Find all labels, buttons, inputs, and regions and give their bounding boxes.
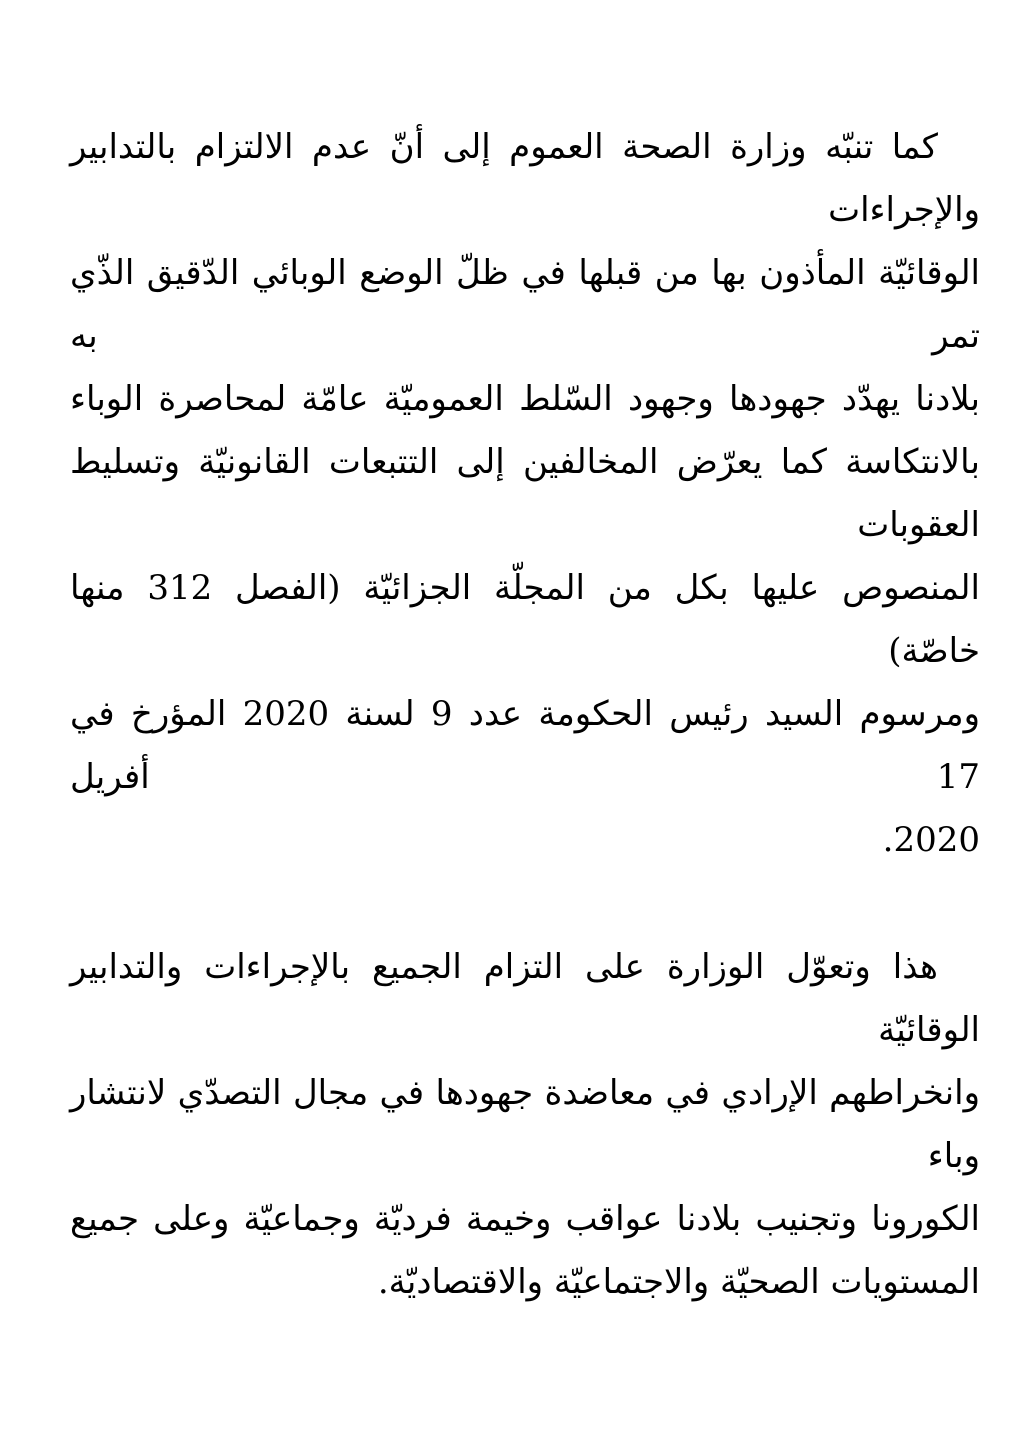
text-line: الكورونا وتجنيب بلادنا عواقب وخيمة فرديّة وجماعيّة وعلى جميع xyxy=(70,1199,980,1239)
text-line: كما تنبّه وزارة الصحة العموم إلى أنّ عدم الالتزام بالتدابير والإجراءات xyxy=(70,127,980,230)
text-line: الوقائيّة المأذون بها من قبلها في ظلّ الوضع الوبائي الدّقيق الذّي تمر به xyxy=(70,253,980,356)
text-line: 2020. xyxy=(882,820,980,860)
text-line: ومرسوم السيد رئيس الحكومة عدد 9 لسنة 2020 المؤرخ في 17 أفريل xyxy=(70,694,981,797)
text-line: وانخراطهم الإرادي في معاضدة جهودها في مجال التصدّي لانتشار وباء xyxy=(70,1073,980,1176)
paragraph-2 xyxy=(70,936,980,1314)
paragraph-1 xyxy=(70,116,980,872)
text-line: المستويات الصحيّة والاجتماعيّة والاقتصاديّة. xyxy=(377,1262,980,1302)
text-line: بلادنا يهدّد جهودها وجهود السّلط العموميّة عامّة لمحاصرة الوباء xyxy=(70,379,980,419)
text-line: هذا وتعوّل الوزارة على التزام الجميع بالإجراءات والتدابير الوقائيّة xyxy=(70,947,980,1050)
text-line: بالانتكاسة كما يعرّض المخالفين إلى التتبعات القانونيّة وتسليط العقوبات xyxy=(70,442,980,545)
text-line: المنصوص عليها بكل من المجلّة الجزائيّة (الفصل 312 منها خاصّة) xyxy=(70,568,980,671)
